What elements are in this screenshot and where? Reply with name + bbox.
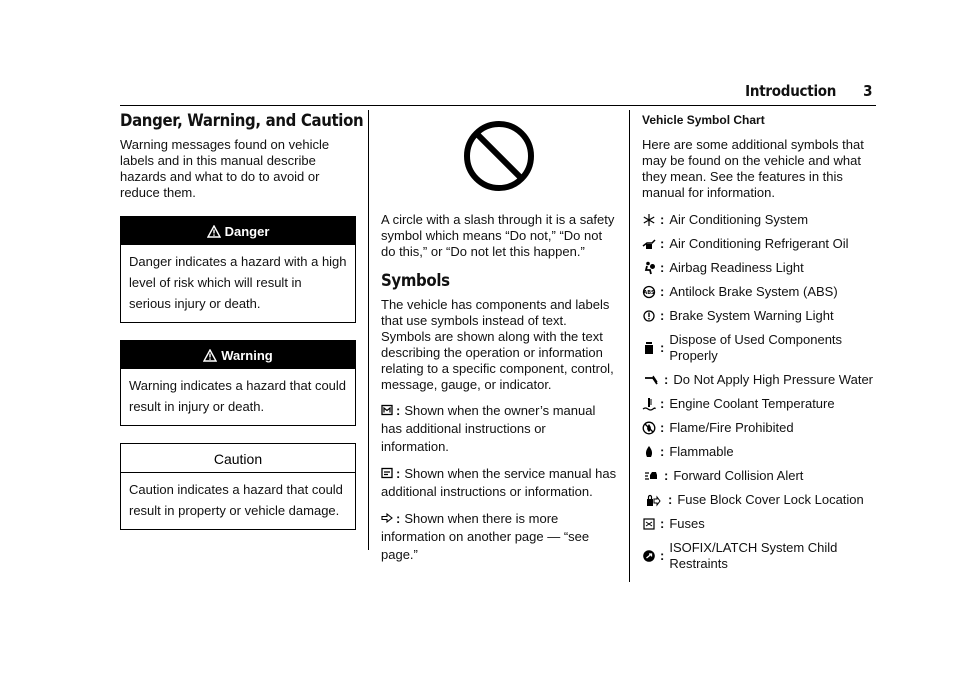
symbol-row xyxy=(642,332,878,364)
symbol-label: Fuse Block Cover Lock Location xyxy=(677,492,864,507)
symbol-colon: : xyxy=(660,516,665,531)
caution-box-text: Caution indicates a hazard that could result in property or vehicle damage. xyxy=(129,482,343,518)
definition-text: Shown when the owner’s manual has additional instructions or information. xyxy=(381,403,596,454)
symbol-colon: : xyxy=(664,372,669,387)
see-page-icon xyxy=(381,512,393,524)
symbol-label: ISOFIX/LATCH System Child Restraints xyxy=(669,540,838,571)
symbol-label: Air Conditioning System xyxy=(669,212,809,227)
column-divider xyxy=(629,110,630,582)
warning-box-text: Warning indicates a hazard that could result in injury or death. xyxy=(129,378,347,414)
danger-box-text: Danger indicates a hazard with a high level of risk which will result in serious injury or death. xyxy=(129,254,347,311)
prohibition-circle-icon xyxy=(459,116,539,196)
svg-text:ABS: ABS xyxy=(643,290,655,296)
coolant-temperature-icon xyxy=(642,397,656,411)
fuse-block-lock-icon xyxy=(642,493,664,507)
symbol-label: Brake System Warning Light xyxy=(669,308,834,323)
symbol-colon: : xyxy=(660,340,665,355)
symbol-colon: : xyxy=(660,284,665,299)
symbol-label: Fuses xyxy=(669,516,705,531)
definition-colon: : xyxy=(396,466,401,481)
symbol-colon: : xyxy=(660,212,665,227)
symbol-row xyxy=(642,212,878,228)
symbol-row xyxy=(642,308,878,324)
symbol-row xyxy=(642,420,878,436)
symbol-row xyxy=(642,540,878,572)
symbol-label: Dispose of Used Components Properly xyxy=(669,332,843,363)
symbol-label: Flame/Fire Prohibited xyxy=(669,420,794,435)
page-header xyxy=(745,82,872,100)
owners-manual-icon xyxy=(381,404,393,416)
column-symbols xyxy=(381,110,617,564)
caution-box-header xyxy=(121,444,355,473)
symbol-row xyxy=(642,396,878,412)
symbol-label: Air Conditioning Refrigerant Oil xyxy=(669,236,849,251)
flame-prohibited-icon xyxy=(642,421,656,435)
definition-colon: : xyxy=(396,403,401,418)
definition-see-page xyxy=(381,510,617,564)
symbols-intro: The vehicle has components and labels that use symbols instead of text. Symbols are shown along with the text describing the operation or information relating to a specific component, control, message, gauge, or indicator. xyxy=(381,297,614,392)
symbol-label: Flammable xyxy=(669,444,734,459)
symbol-colon: : xyxy=(660,444,665,459)
air-conditioning-icon xyxy=(642,213,656,227)
service-manual-icon xyxy=(381,467,393,479)
airbag-icon xyxy=(642,261,656,275)
symbol-colon: : xyxy=(664,468,669,483)
definition-service-manual xyxy=(381,465,617,501)
abs-icon xyxy=(642,285,656,299)
symbol-label: Antilock Brake System (ABS) xyxy=(669,284,838,299)
symbol-label: Forward Collision Alert xyxy=(673,468,804,483)
danger-box-title: Danger xyxy=(224,224,270,239)
column-divider xyxy=(368,110,369,550)
danger-box xyxy=(120,216,356,323)
symbol-row xyxy=(642,492,878,508)
vehicle-symbol-chart-intro: Here are some additional symbols that may be found on the vehicle and what they mean. See the features in this manual for information. xyxy=(642,137,864,200)
warning-box xyxy=(120,340,356,426)
fuses-icon xyxy=(642,517,656,531)
section-heading-symbols: Symbols xyxy=(381,271,450,291)
section-heading-danger-warning-caution: Danger, Warning, and Caution xyxy=(120,111,364,131)
caution-box-title: Caution xyxy=(213,451,263,467)
symbol-colon: : xyxy=(660,396,665,411)
no-pressure-water-icon xyxy=(642,373,660,387)
symbol-colon: : xyxy=(668,492,673,507)
circle-slash-caption: A circle with a slash through it is a safety symbol which means “Do not,” “Do not do this,” or “Do not let this happen.” xyxy=(381,212,615,259)
warning-box-header xyxy=(121,341,355,369)
ac-refrigerant-oil-icon xyxy=(642,237,656,251)
header-rule xyxy=(120,105,876,106)
column-danger-warning-caution xyxy=(120,110,364,530)
page-number: 3 xyxy=(862,82,872,100)
symbol-label: Airbag Readiness Light xyxy=(669,260,804,275)
flammable-icon xyxy=(642,445,656,459)
symbol-label: Do Not Apply High Pressure Water xyxy=(673,372,873,387)
symbol-row xyxy=(642,284,878,300)
symbol-row xyxy=(642,260,878,276)
vehicle-symbol-chart-title: Vehicle Symbol Chart xyxy=(642,113,765,127)
caution-box xyxy=(120,443,356,530)
symbol-colon: : xyxy=(660,420,665,435)
symbol-colon: : xyxy=(660,548,665,563)
definition-owners-manual xyxy=(381,402,617,456)
definition-colon: : xyxy=(396,511,401,526)
dispose-components-icon xyxy=(642,341,656,355)
symbol-label: Engine Coolant Temperature xyxy=(669,396,835,411)
isofix-latch-icon xyxy=(642,549,656,563)
warning-triangle-icon xyxy=(203,349,217,362)
warning-box-title: Warning xyxy=(221,348,273,363)
chapter-title: Introduction xyxy=(744,82,836,100)
symbol-colon: : xyxy=(660,260,665,275)
symbol-row xyxy=(642,444,878,460)
symbol-row xyxy=(642,236,878,252)
warning-triangle-icon xyxy=(207,225,221,238)
symbol-row xyxy=(642,468,878,484)
symbol-row xyxy=(642,372,878,388)
symbol-colon: : xyxy=(660,308,665,323)
symbol-colon: : xyxy=(660,236,665,251)
intro-paragraph: Warning messages found on vehicle labels and in this manual describe hazards and what to do to avoid or reduce them. xyxy=(120,137,330,200)
brake-warning-icon xyxy=(642,309,656,323)
definition-text: Shown when the service manual has additional instructions or information. xyxy=(381,466,617,499)
forward-collision-icon xyxy=(642,469,660,483)
danger-box-header xyxy=(121,217,355,245)
column-vehicle-symbol-chart xyxy=(642,110,878,572)
definition-text: Shown when there is more information on another page — “see page.” xyxy=(381,511,590,562)
symbol-row xyxy=(642,516,878,532)
